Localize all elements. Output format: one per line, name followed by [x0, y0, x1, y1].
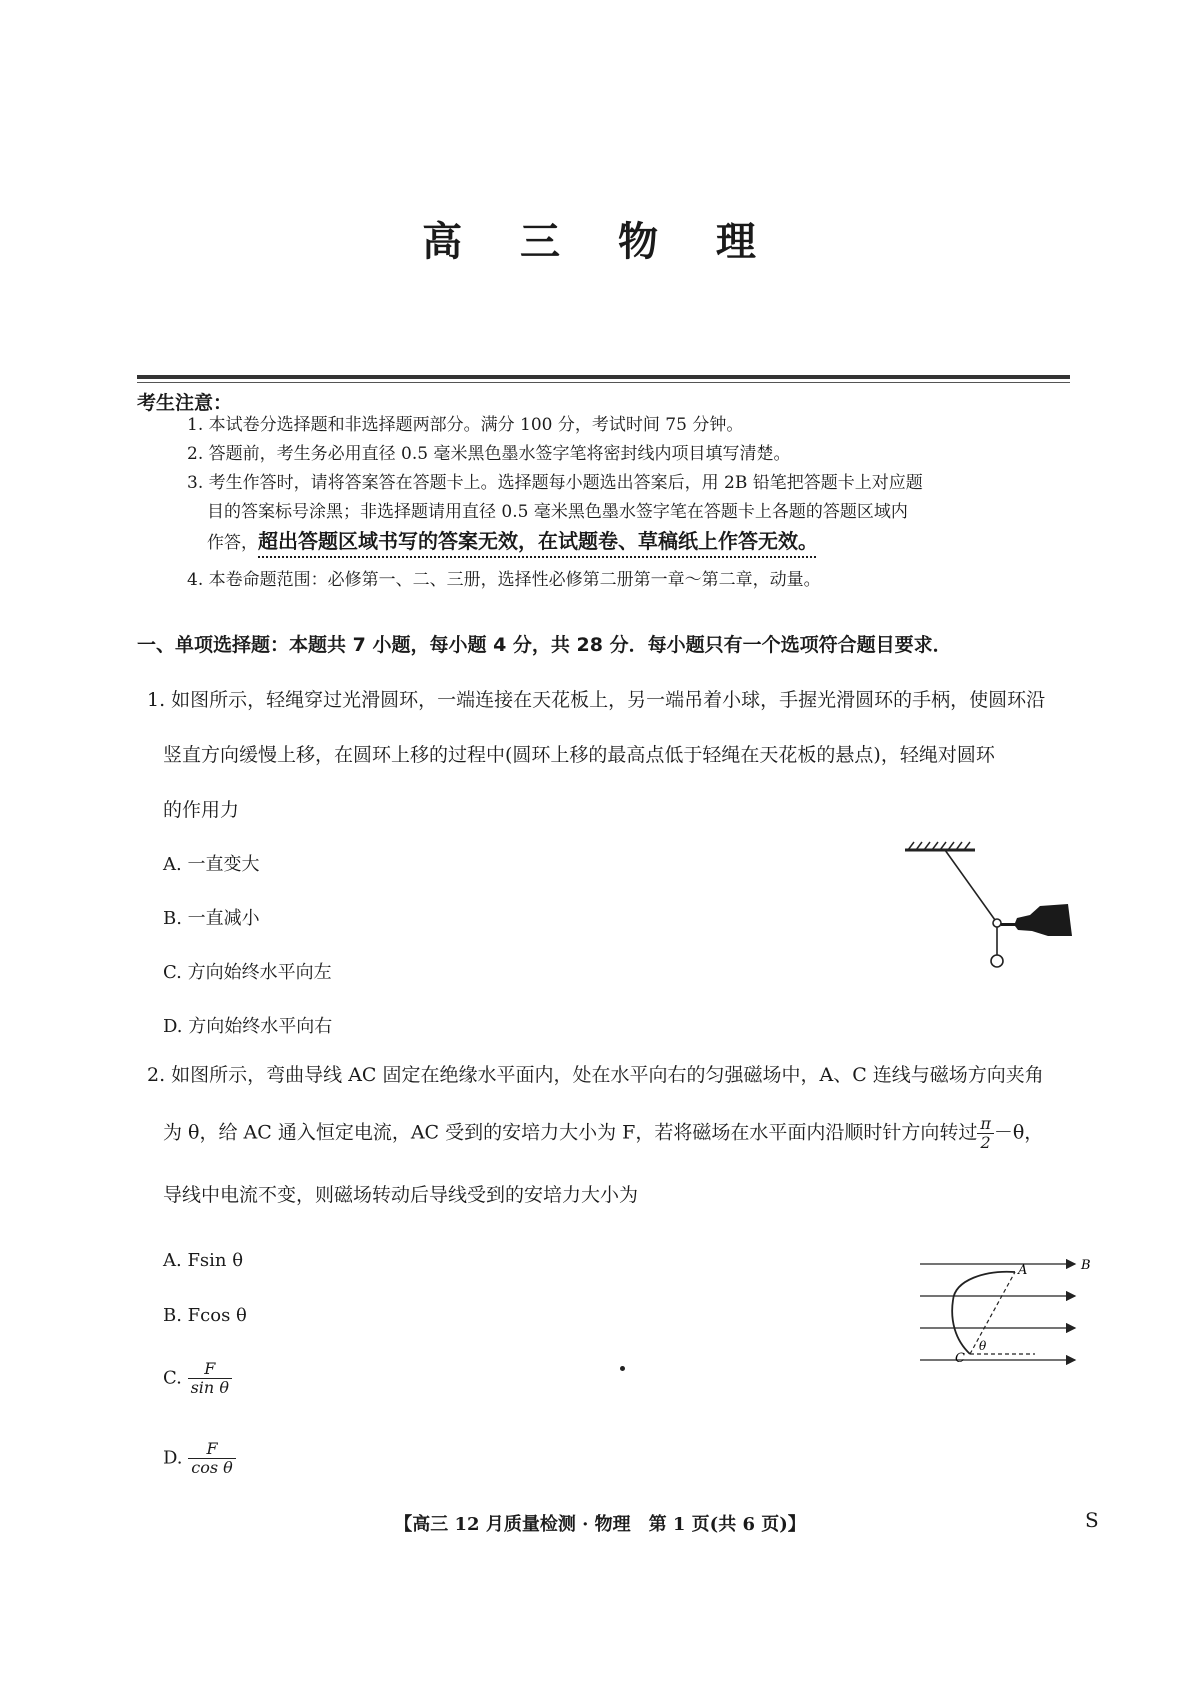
q2-line-2-end: －θ， [993, 1121, 1044, 1144]
q1-line-2: 竖直方向缓慢上移，在圆环上移的过程中(圆环上移的最高点低于轻绳在天花板的悬点)，轻绳对圆环 [163, 744, 995, 766]
ball-shape [991, 955, 1003, 967]
q2-option-c-label: C. [163, 1367, 182, 1389]
ac-dashed-line [970, 1272, 1015, 1354]
q2-option-c [163, 1360, 232, 1397]
q2-option-c-den: sin θ [190, 1378, 229, 1397]
q2-option-c-num: F [188, 1360, 232, 1379]
notice-heading: 考生注意： [137, 392, 233, 414]
rope-line [945, 850, 995, 920]
header-rule-thin [137, 382, 1070, 383]
notice-item-2: 2. 答题前，考生务必用直径 0.5 毫米黑色墨水签字笔将密封线内项目填写清楚。 [187, 444, 791, 464]
q1-line-3: 的作用力 [163, 799, 240, 821]
q1-line-1: 1. 如图所示，轻绳穿过光滑圆环，一端连接在天花板上，另一端吊着小球，手握光滑圆环的手柄，使圆环沿 [147, 689, 1046, 711]
q1-option-d: D. 方向始终水平向右 [163, 1016, 333, 1037]
label-B: B [1081, 1258, 1091, 1273]
label-A: A [1018, 1263, 1028, 1278]
fraction-numerator: π [977, 1115, 994, 1134]
q2-line-1: 2. 如图所示，弯曲导线 AC 固定在绝缘水平面内，处在水平向右的匀强磁场中，A、C 连线与磁场方向夹角 [147, 1064, 1044, 1086]
q2-figure [915, 1250, 1095, 1380]
q2-option-d [163, 1440, 236, 1477]
q1-option-b: B. 一直减小 [163, 908, 260, 929]
notice-item-3-end [207, 527, 818, 557]
q2-option-b: B. Fcos θ [163, 1305, 247, 1326]
notice-item-3-cont: 目的答案标号涂黑；非选择题请用直径 0.5 毫米黑色墨水签字笔在答题卡上各题的答题区域内 [207, 502, 908, 522]
q2-line-3: 导线中电流不变，则磁场转动后导线受到的安培力大小为 [163, 1184, 639, 1206]
footer-letter: S [1085, 1508, 1099, 1532]
q1-figure [900, 840, 1085, 970]
q2-line-2 [163, 1115, 1043, 1152]
fraction-denominator: 2 [980, 1133, 991, 1152]
q2-option-d-label: D. [163, 1447, 183, 1469]
notice-item-3: 3. 考生作答时，请将答案答在答题卡上。选择题每小题选出答案后，用 2B 铅笔把答题卡上对应题 [187, 473, 923, 493]
page-footer: 【高三 12 月质量检测 · 物理 第 1 页(共 6 页)】 [394, 1514, 806, 1535]
label-C: C [955, 1351, 965, 1366]
q2-option-d-num: F [188, 1440, 236, 1459]
smooth-ring [993, 919, 1001, 927]
notice-emphasis: 超出答题区域书写的答案无效，在试题卷、草稿纸上作答无效。 [258, 529, 818, 553]
stray-dot [620, 1366, 625, 1371]
q2-option-d-den: cos θ [191, 1458, 233, 1477]
q2-option-d-fraction [188, 1440, 236, 1477]
pi-over-2-fraction [977, 1115, 994, 1152]
q2-option-a: A. Fsin θ [163, 1250, 244, 1271]
page-title: 高 三 物 理 [422, 218, 778, 265]
section-heading: 一、单项选择题：本题共 7 小题，每小题 4 分，共 28 分．每小题只有一个选项符合题目要求． [137, 634, 952, 656]
q1-option-c: C. 方向始终水平向左 [163, 962, 332, 983]
notice-item-3-tail: 作答， [207, 533, 258, 553]
q1-option-a: A. 一直变大 [163, 854, 260, 875]
q2-option-c-fraction [188, 1360, 232, 1397]
hand-shape [1001, 904, 1072, 936]
notice-item-1: 1. 本试卷分选择题和非选择题两部分。满分 100 分，考试时间 75 分钟。 [187, 415, 744, 435]
q2-line-2-text: 为 θ，给 AC 通入恒定电流，AC 受到的安培力大小为 F，若将磁场在水平面内沿顺时针方向转过 [163, 1121, 978, 1144]
notice-item-4: 4. 本卷命题范围：必修第一、二、三册，选择性必修第二册第一章～第二章，动量。 [187, 570, 821, 590]
label-theta: θ [979, 1339, 987, 1353]
header-rule [137, 375, 1070, 379]
